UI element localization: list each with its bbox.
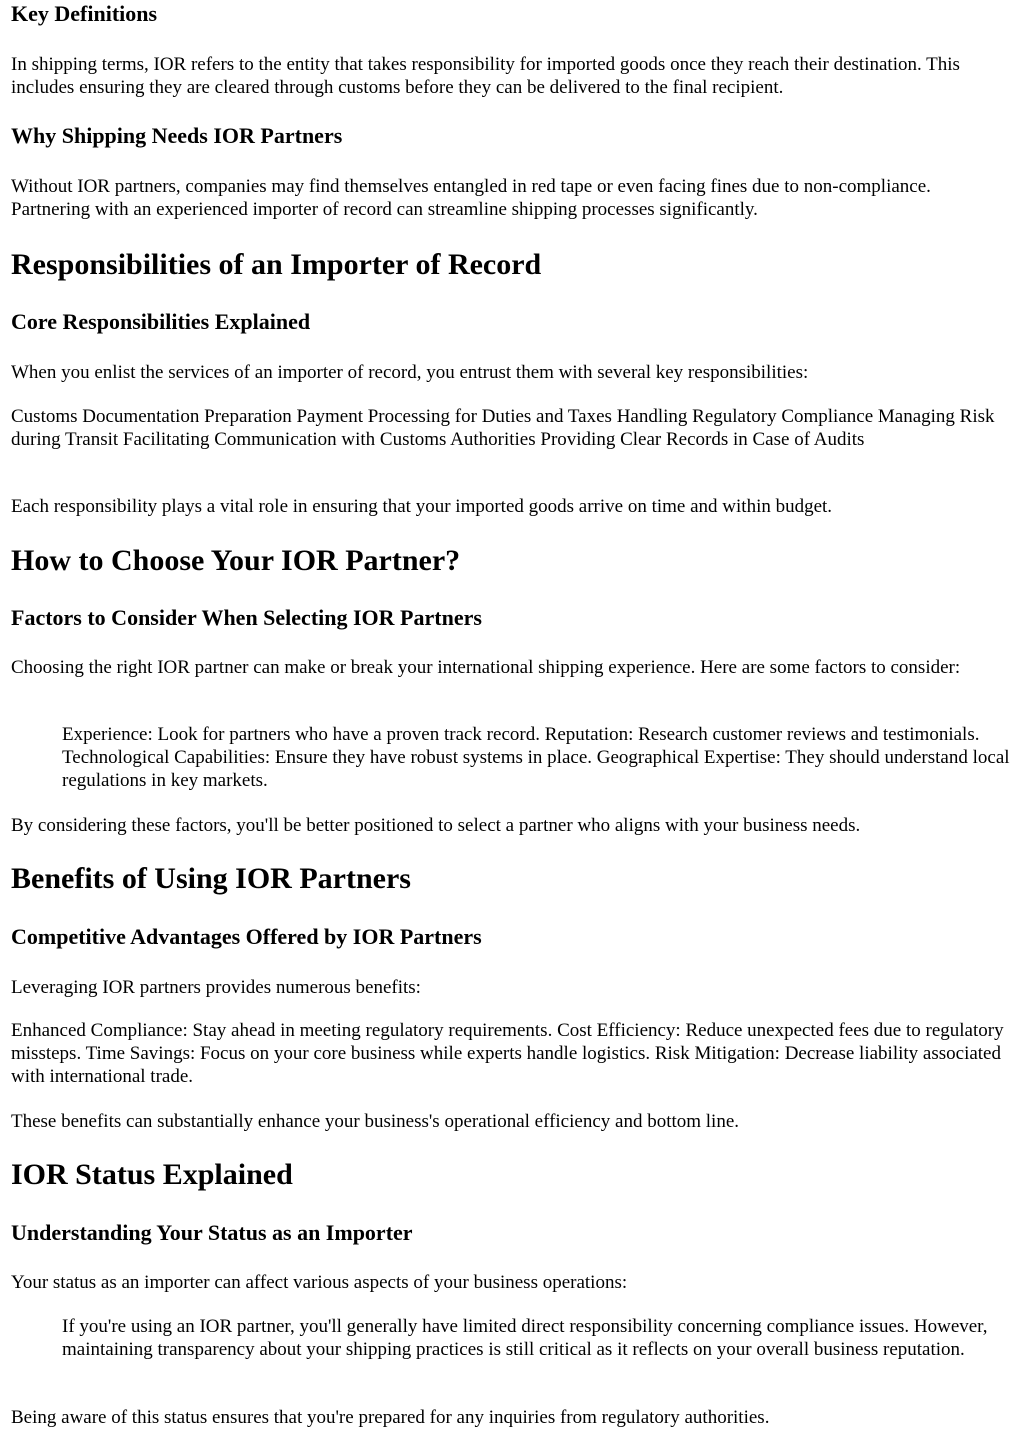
subheading-understanding-status: Understanding Your Status as an Importer xyxy=(11,1220,413,1245)
paragraph-benefits-intro: Leveraging IOR partners provides numerous benefits: xyxy=(11,977,421,998)
paragraph-choose-intro: Choosing the right IOR partner can make or break your international shipping experience. Here are some factors to consider: xyxy=(11,657,961,678)
list-responsibilities: Customs Documentation Preparation Payment Processing for Duties and Taxes Handling Regulatory Compliance Managing Risk during Transit Facilitating Communication with Customs Authorities Providing Clear Records in Case of Audits xyxy=(11,406,995,450)
blockquote-status: If you're using an IOR partner, you'll generally have limited direct responsibility concerning compliance issues. However, maintaining transparency about your shipping practices is still critical as it reflects on your overall business reputation. xyxy=(62,1316,988,1360)
heading-status: IOR Status Explained xyxy=(11,1158,293,1191)
paragraph-why-shipping: Without IOR partners, companies may find themselves entangled in red tape or even facing fines due to non-compliance. Partnering with an experienced importer of record can streamline shipping processes significantly. xyxy=(11,176,931,220)
heading-why-shipping: Why Shipping Needs IOR Partners xyxy=(11,123,343,148)
paragraph-responsibilities-closing: Each responsibility plays a vital role in ensuring that your imported goods arrive on time and within budget. xyxy=(11,496,833,517)
heading-choose-partner: How to Choose Your IOR Partner? xyxy=(11,544,461,577)
subheading-factors: Factors to Consider When Selecting IOR Partners xyxy=(11,605,482,630)
paragraph-choose-closing: By considering these factors, you'll be better positioned to select a partner who aligns with your business needs. xyxy=(11,815,861,836)
paragraph-benefits-closing: These benefits can substantially enhance your business's operational efficiency and bottom line. xyxy=(11,1111,740,1132)
list-benefits: Enhanced Compliance: Stay ahead in meeting regulatory requirements. Cost Efficiency: Reduce unexpected fees due to regulatory missteps. Time Savings: Focus on your core business while experts handle logistics. Risk Mitigation: Decrease liability associated with international trade. xyxy=(11,1020,1004,1087)
subheading-competitive-advantages: Competitive Advantages Offered by IOR Partners xyxy=(11,924,482,949)
paragraph-key-definitions: In shipping terms, IOR refers to the entity that takes responsibility for imported goods once they reach their destination. This includes ensuring they are cleared through customs before they can be delivered to the final recipient. xyxy=(11,54,960,98)
paragraph-responsibilities-intro: When you enlist the services of an importer of record, you entrust them with several key responsibilities: xyxy=(11,362,809,383)
heading-key-definitions: Key Definitions xyxy=(11,1,158,26)
subheading-core-responsibilities: Core Responsibilities Explained xyxy=(11,309,311,334)
paragraph-status-closing: Being aware of this status ensures that you're prepared for any inquiries from regulatory authorities. xyxy=(11,1407,770,1428)
paragraph-status-intro: Your status as an importer can affect various aspects of your business operations: xyxy=(11,1272,628,1293)
blockquote-factors: Experience: Look for partners who have a proven track record. Reputation: Research customer reviews and testimonials. Technological Capabilities: Ensure they have robust systems in place. Geographical Expertise: They should understand local regulations in key markets. xyxy=(62,724,1010,791)
heading-benefits: Benefits of Using IOR Partners xyxy=(11,862,411,895)
heading-responsibilities: Responsibilities of an Importer of Record xyxy=(11,248,542,281)
